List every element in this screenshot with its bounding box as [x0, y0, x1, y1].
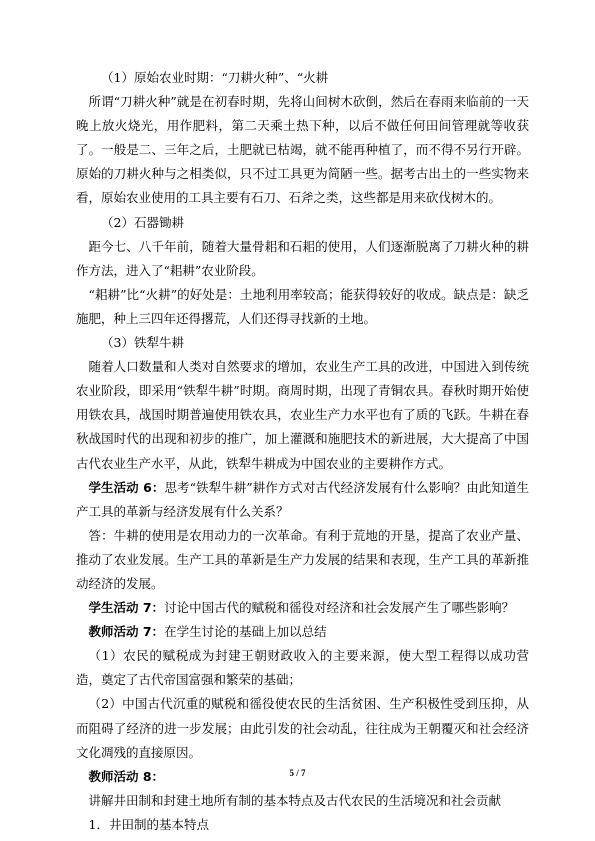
paragraph: （2）石器锄耕 [101, 214, 184, 230]
paragraph: 1．井田制的基本特点 [88, 816, 209, 832]
paragraph: （3）铁犁牛耕 [101, 335, 184, 351]
paragraph: 教师活动 8： [88, 768, 165, 784]
activity-label: 学生活动 7： [88, 600, 165, 616]
activity-label: 学生活动 6： [88, 479, 165, 495]
paragraph [76, 596, 529, 620]
paragraph: 答：牛耕的使用是农用动力的一次革命。有利于荒地的开垦，提高了农业产量、推动了农业发展。生产工具的革新是生产力发展的结果和表现，生产工具的革新推动经济的发展。 [76, 527, 529, 591]
page-number: 5 / 7 [289, 768, 306, 778]
paragraph: 随着人口数量和人类对自然要求的增加，农业生产工具的改进，中国进入到传统农业阶段，即采用“铁犁牛耕”时期。商周时期，出现了青铜农具。春秋时期开始使用铁农具，战国时期普遍使用铁农具，农业生产力水平也有了质的飞跃。牛耕在春秋战国时代的出现和初步的推广，加上灌溉和施肥技术的新进展，大大提高了中国古代农业生产水平，从此，铁犁牛耕成为中国农业的主要耕作方式。 [76, 359, 529, 471]
paragraph: 距今七、八千年前，随着大量骨耜和石耜的使用，人们逐渐脱离了刀耕火种的耕作方法，进入了“耜耕”农业阶段。 [76, 238, 529, 278]
paragraph: 讲解井田制和封建土地所有制的基本特点及古代农民的生活境况和社会贡献 [88, 792, 502, 808]
paragraph: “耜耕”比“火耕”的好处是：土地利用率较高；能获得较好的收成。缺点是：缺乏施肥，种上三四年还得撂荒，人们还得寻找新的土地。 [76, 286, 529, 326]
paragraph: （1）农民的赋税成为封建王朝财政收入的主要来源，使大型工程得以成功营造，奠定了古代帝国富强和繁荣的基础； [76, 648, 529, 688]
paragraph-text: 讨论中国古代的赋税和徭役对经济和社会发展产生了哪些影响？ [164, 600, 515, 616]
paragraph-text: 思考“铁犁牛耕”耕作方式对古代经济发展有什么影响？由此知道生产工具的革新与经济发展有什么关系？ [76, 479, 529, 519]
document-body [76, 66, 529, 837]
paragraph-text: 在学生讨论的基础上加以总结 [164, 624, 327, 640]
paragraph: （1）原始农业时期：“刀耕火种”、“火耕 [101, 70, 329, 85]
paragraph [76, 620, 529, 644]
paragraph: （2）中国古代沉重的赋税和徭役使农民的生活贫困、生产积极性受到压抑，从而阻碍了经济的进一步发展；由此引发的社会动乱，往往成为王朝覆灭和社会经济文化凋残的直接原因。 [76, 696, 529, 760]
activity-label: 教师活动 7： [88, 624, 165, 640]
paragraph: 所谓“刀耕火种”就是在初春时期，先将山间树木砍倒，然后在春雨来临前的一天晚上放火烧光，用作肥料，第二天乘土热下种，以后不做任何田间管理就等收获了。一般是二、三年之后，土肥就已枯竭，就不能再种植了，而不得不另行开辟。原始的刀耕火种与之相类似，只不过工具更为简陋一些。据考古出土的一些实物来看，原始农业使用的工具主要有石刀、石斧之类，这些都是用来砍伐树木的。 [76, 94, 529, 206]
paragraph [76, 476, 529, 524]
